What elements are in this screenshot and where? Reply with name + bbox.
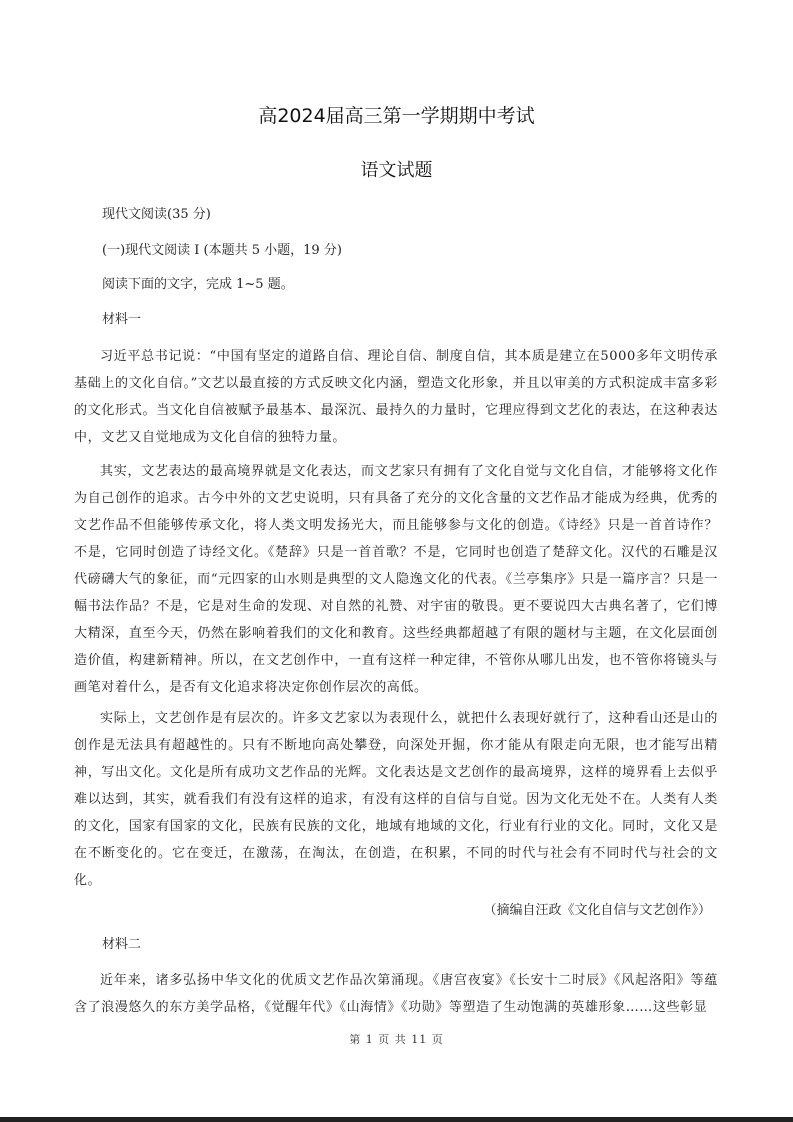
page-footer: 第 1 页 共 11 页 — [349, 1033, 444, 1046]
material1-paragraph-3: 实际上，文艺创作是有层次的。许多文艺家以为表现什么，就把什么表现好就行了，这种看山还是山的创作是无法具有超越性的。只有不断地向高处攀登，向深处开掘，你才能从有限走向无限，也才能写出精神，写出文化。文化是所有成功文艺作品的光辉。文化表达是文艺创作的最高境界，这样的境界看上去似乎难以达到，其实，就看我们有没有这样的追求，有没有这样的自信与自觉。因为文化无处不在。人类有人类的文化，国家有国家的文化，民族有民族的文化，地域有地域的文化，行业有行业的文化。同时，文化又是在不断变化的。它在变迁，在激荡，在淘汰，在创造，在积累，不同的时代与社会有不同时代与社会的文化。 — [74, 711, 718, 888]
material1-paragraph-1: 习近平总书记说：“中国有坚定的道路自信、理论自信、制度自信，其本质是建立在5000多年文明传承基础上的文化自信。”文艺以最直接的方式反映文化内涵，塑造文化形象，并且以审美的方式积淀成丰富多彩的文化形式。当文化自信被赋予最基本、最深沉、最持久的力量时，它理应得到文艺化的表达，在这种表达中，文艺又自觉地成为文化自信的独特力量。 — [74, 349, 718, 445]
exam-title: 高2024届高三第一学期期中考试 — [258, 105, 535, 127]
section-heading: 现代文阅读(35 分) — [102, 207, 211, 222]
material1-paragraph-2: 其实，文艺表达的最高境界就是文化表达，而文艺家只有拥有了文化自觉与文化自信，才能够将文化作为自己创作的追求。古今中外的文艺史说明，只有具备了充分的文化含量的文艺作品才能成为经典，优秀的文艺作品不但能够传承文化，将人类文明发扬光大，而且能够参与文化的创造。《诗经》只是一首首诗作？不是，它同时创造了诗经文化。《楚辞》只是一首首歌？不是，它同时也创造了楚辞文化。汉代的石雕是汉代磅礴大气的象征，而“元四家的山水则是典型的文人隐逸文化的代表。《兰亭集序》只是一篇序言？只是一幅书法作品？不是，它是对生命的发现、对自然的礼赞、对宇宙的敬畏。更不要说四大古典名著了，它们博大精深，直至今天，仍然在影响着我们的文化和教育。这些经典都超越了有限的题材与主题，在文化层面创造价值，构建新精神。所以，在文艺创作中，一直有这样一种定律，不管你从哪儿出发，也不管你将镜头与画笔对着什么，是否有文化追求将决定你创作层次的高低。 — [74, 464, 718, 695]
material2-paragraph-1: 近年来，诸多弘扬中华文化的优质文艺作品次第涌现。《唐宫夜宴》《长安十二时辰》《风起洛阳》等蕴含了浪漫悠久的东方美学品格，《觉醒年代》《山海情》《功勋》等塑造了生动饱满的英雄形象……这些彰显 — [74, 973, 718, 1015]
material2-label: 材料二 — [102, 937, 142, 952]
instruction-text: 阅读下面的文字，完成 1~5 题。 — [102, 277, 294, 292]
exam-subtitle: 语文试题 — [360, 160, 433, 181]
part-heading: (一)现代文阅读 I (本题共 5 小题，19 分) — [102, 243, 342, 258]
material1-source: （摘编自汪政《文化自信与文艺创作》） — [483, 903, 711, 918]
material1-label: 材料一 — [102, 312, 142, 327]
page-bottom-edge — [0, 1117, 793, 1122]
